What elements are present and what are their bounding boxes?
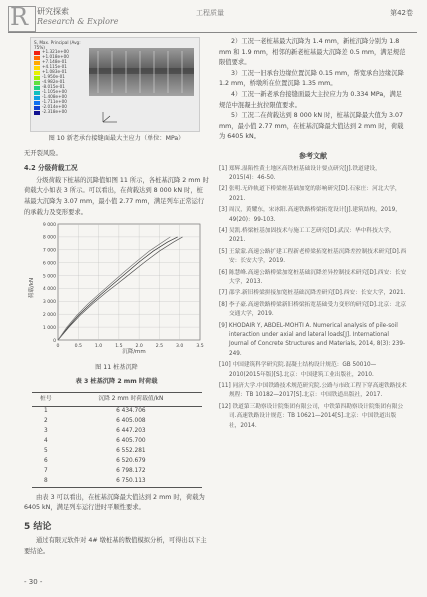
table-row (32, 437, 202, 447)
pile-number: 5 (44, 448, 48, 455)
table-row (32, 417, 202, 427)
pile-number: 6 (44, 458, 48, 465)
legend-value: -1.105e+00 (42, 89, 67, 95)
load-value: 6 750.113 (60, 477, 201, 488)
figure-10 (30, 37, 200, 132)
legend-value: -1.950e-01 (42, 74, 65, 80)
pile-number: 2 (44, 418, 48, 425)
reference-item: [12] 铁道第三勘察设计院集团有限公司，中铁第四勘察设计院集团有限公司.高速铁路设计规范：TB 10621—2014[S].北京：中国铁道出版社，2014. (219, 403, 404, 429)
paragraph-5: 通过有限元软件对 4# 墩桩基的数值模拟分析，可得出以下主要结论。 (24, 537, 207, 555)
load-value: 6 798.172 (116, 468, 146, 475)
x-tick-label: 0 (56, 344, 60, 350)
page-header (0, 0, 427, 34)
section-4-2-heading: 4.2 分级荷载工况 (24, 164, 78, 173)
reference-item: [10] 中国建筑科学研究院.混凝土结构设计规范：GB 50010—2010(2015年版)[S].北京：中国建筑工业出版社，2010. (219, 362, 377, 378)
legend-swatch (34, 91, 40, 95)
load-value: 6 447.203 (116, 428, 146, 435)
legend-value: +1.083e-01 (42, 69, 67, 75)
paragraph-after-table: 由表 3 可以看出，在桩基沉降最大值达到 2 mm 时，荷载为 6405 kN，满足列车运行进时平顺性要求。 (24, 493, 205, 512)
x-tick-label: 2.5 (155, 344, 164, 350)
legend-swatch (34, 106, 40, 110)
table-row (32, 427, 202, 437)
right-column (219, 37, 407, 433)
references-heading: 参考文献 (299, 151, 327, 160)
table-header-load: 沉降 2 mm 时荷载值/kN (60, 392, 201, 406)
paragraph-4-2: 分级荷载下桩基的沉降值如图 11 所示，各桩基沉降 2 mm 时荷载大小如表 3 所示。可以看出，在荷载达到 8 000 kN 时，桩基最大沉降为 3.07 mm，最小值 2.77 mm，满足列车正常运行的承载力及变形要求。 (24, 176, 209, 216)
conclusion-5: 5）工况二在荷载达到 8 000 kN 时，桩基沉降最大值为 3.07 mm，最小值 2.77 mm，在桩基沉降最大值达到 2 mm 时，荷载为 6405 kN。 (219, 112, 404, 141)
section-name: 工程质量 (196, 9, 224, 17)
reference-item: [1] 郑辉.湿陷性黄土地区高铁桩基础设计要点研究[J].铁道建设，2015(4)：46-50. (219, 165, 381, 181)
header-rule (8, 32, 417, 33)
load-value: 6 520.679 (116, 458, 146, 465)
pile-number: 4 (44, 438, 48, 445)
table-row (32, 477, 202, 488)
reference-item: [5] 王蒙蒙.高速公路扩建工程新老桥梁拓宽桩基沉降差控制技术研究[D].西安：长安大学，2019. (219, 248, 407, 265)
table-row (32, 467, 202, 477)
conclusion-2: 2）工况一老桩基最大沉降为 1.4 mm，新桩沉降分别为 1.8 mm 和 1.9 mm，相邻的新老桩基最大沉降差 0.5 mm，满足规范限值要求。 (219, 38, 406, 67)
page-number: - 30 - (24, 578, 43, 586)
y-tick-label: 0 (53, 338, 56, 344)
x-tick-label: 3.5 (196, 344, 204, 350)
y-tick-label: 1 000 (42, 326, 56, 332)
legend-swatch (34, 86, 40, 90)
reference-item: [11] 同济大学.中国铁路技术规范研究院.公路与市政工程下穿高速铁路技术规程：TB 10182—2017[S].北京：中国铁道出版社，2017. (219, 383, 407, 399)
x-tick-label: 3.0 (176, 344, 184, 350)
x-tick-label: 1.0 (94, 344, 103, 350)
y-tick-label: 7 000 (42, 248, 56, 254)
legend-value: -1.711e+00 (42, 99, 67, 105)
pile-number: 7 (44, 468, 48, 475)
legend-swatch (34, 61, 40, 65)
legend-swatch (34, 71, 40, 75)
left-column (24, 37, 209, 558)
x-tick-label: 2.0 (135, 344, 143, 350)
table-header-pile: 桩号 (32, 392, 61, 406)
x-tick-label: 1.5 (115, 344, 123, 350)
volume-number: 第42卷 (390, 9, 413, 17)
pile-number: 1 (44, 408, 48, 415)
journal-logo-r: R (10, 3, 29, 31)
reference-item: [3] 周汉，黄耀东，宋冰阳.高速铁路桥梁拓宽设计[J].建筑结构，2019，49(20)：99-103. (219, 207, 401, 223)
reference-item: [7] 邵学.新旧桥梁拼接加宽桩基础沉降差研究[D].西安：长安大学，2021. (219, 290, 406, 297)
legend-swatch (34, 51, 40, 55)
figure-11-caption: 图 11 桩基沉降 (95, 363, 138, 371)
axis-triad-icon (97, 110, 137, 126)
x-tick-label: 0.5 (74, 344, 82, 350)
legend-swatch (34, 56, 40, 60)
section-5-heading: 5 结论 (24, 521, 52, 532)
legend-swatch (34, 66, 40, 70)
journal-name-cn: 研究探索 (37, 7, 69, 16)
legend-value: +1.321e+00 (42, 49, 69, 55)
y-tick-label: 9 000 (42, 222, 56, 228)
legend-swatch (34, 111, 40, 115)
y-tick-label: 8 000 (42, 235, 56, 241)
table-row (32, 457, 202, 467)
journal-name-en: Research & Explore (37, 17, 119, 26)
conclusion-3: 3）工况一旧承台边缘位置沉降 0.15 mm，帮宽承台边缘沉降 1.2 mm，桥墩所在位置沉降 1.35 mm。 (219, 69, 404, 88)
reference-item: [9] KHODAIR Y, ABDEL-MOHTI A. Numerical analysis of pile-soil interaction under axial and lateral loads[J]. International Journal of Concrete Structures and Materials, 2014, 8(3): 239-249. (219, 322, 406, 357)
y-axis-label: 荷载/kN (29, 278, 35, 299)
y-tick-label: 5 000 (42, 274, 56, 280)
table-row (32, 406, 202, 417)
legend-value: -4.982e-01 (42, 79, 65, 85)
table-row (32, 447, 202, 457)
y-tick-label: 2 000 (42, 313, 56, 319)
y-tick-label: 3 000 (42, 300, 56, 306)
legend-value: -8.015e-01 (42, 84, 65, 90)
legend-swatch (34, 81, 40, 85)
table-3-caption: 表 3 桩基沉降 2 mm 时荷载 (75, 378, 158, 386)
legend-swatch (34, 101, 40, 105)
reference-item: [4] 吴凯.桥梁桩基加固技术与施工工艺研究[D].武汉：华中科技大学，2021. (219, 227, 395, 244)
legend-value: -2.318e+00 (42, 109, 67, 115)
figure-11-chart (28, 218, 208, 356)
legend-value: +1.018e+00 (42, 54, 69, 60)
y-tick-label: 6 000 (42, 261, 56, 267)
legend-value: +4.115e-01 (42, 64, 67, 70)
legend-swatch (34, 96, 40, 100)
legend-value: -2.014e+00 (42, 104, 67, 110)
plot-frame (58, 224, 200, 340)
stress-contour-image (89, 48, 194, 96)
reference-item: [8] 李子豪.高速铁路桥梁新旧桥梁拓宽基础受力变形的研究[D].北京：北京交通大学，2019. (219, 301, 407, 318)
y-tick-label: 4 000 (42, 287, 56, 293)
load-value: 6 405.008 (116, 418, 146, 425)
pile-number: 3 (44, 428, 48, 435)
legend-title: S, Max. Principal (Avg: 75%) (34, 40, 81, 50)
load-value: 6 434.706 (116, 408, 146, 415)
reference-item: [2] 张明.无砟轨道下桥梁桩基础加宽的影响研究[D].石家庄：河北大学，2021. (219, 186, 401, 202)
reference-list (219, 165, 407, 432)
figure-10-legend (34, 40, 86, 115)
legend-value: +7.148e-01 (42, 59, 67, 65)
paragraph-continuation: 无开裂风险。 (24, 149, 62, 157)
legend-swatch (34, 76, 40, 80)
x-axis-label: 沉降/mm (122, 349, 146, 356)
table-3 (32, 392, 202, 488)
figure-10-caption: 图 10 新老承台接缝面最大主应力（单位：MPa） (48, 135, 185, 142)
load-value: 6 552.281 (116, 448, 146, 455)
reference-item: [6] 陈慧峰.高速公路桥梁加宽桩基础沉降差异控制技术研究[D].西安：长安大学，2013. (219, 269, 407, 285)
legend-entry (34, 110, 86, 115)
conclusion-4: 4）工况一新老承台接缝面最大主拉应力为 0.334 MPa，满足规范中混凝土抗拉限值要求。 (219, 90, 403, 109)
load-value: 6 405.700 (116, 438, 146, 445)
pile-number: 8 (32, 477, 61, 488)
legend-value: -1.408e+00 (42, 94, 67, 100)
